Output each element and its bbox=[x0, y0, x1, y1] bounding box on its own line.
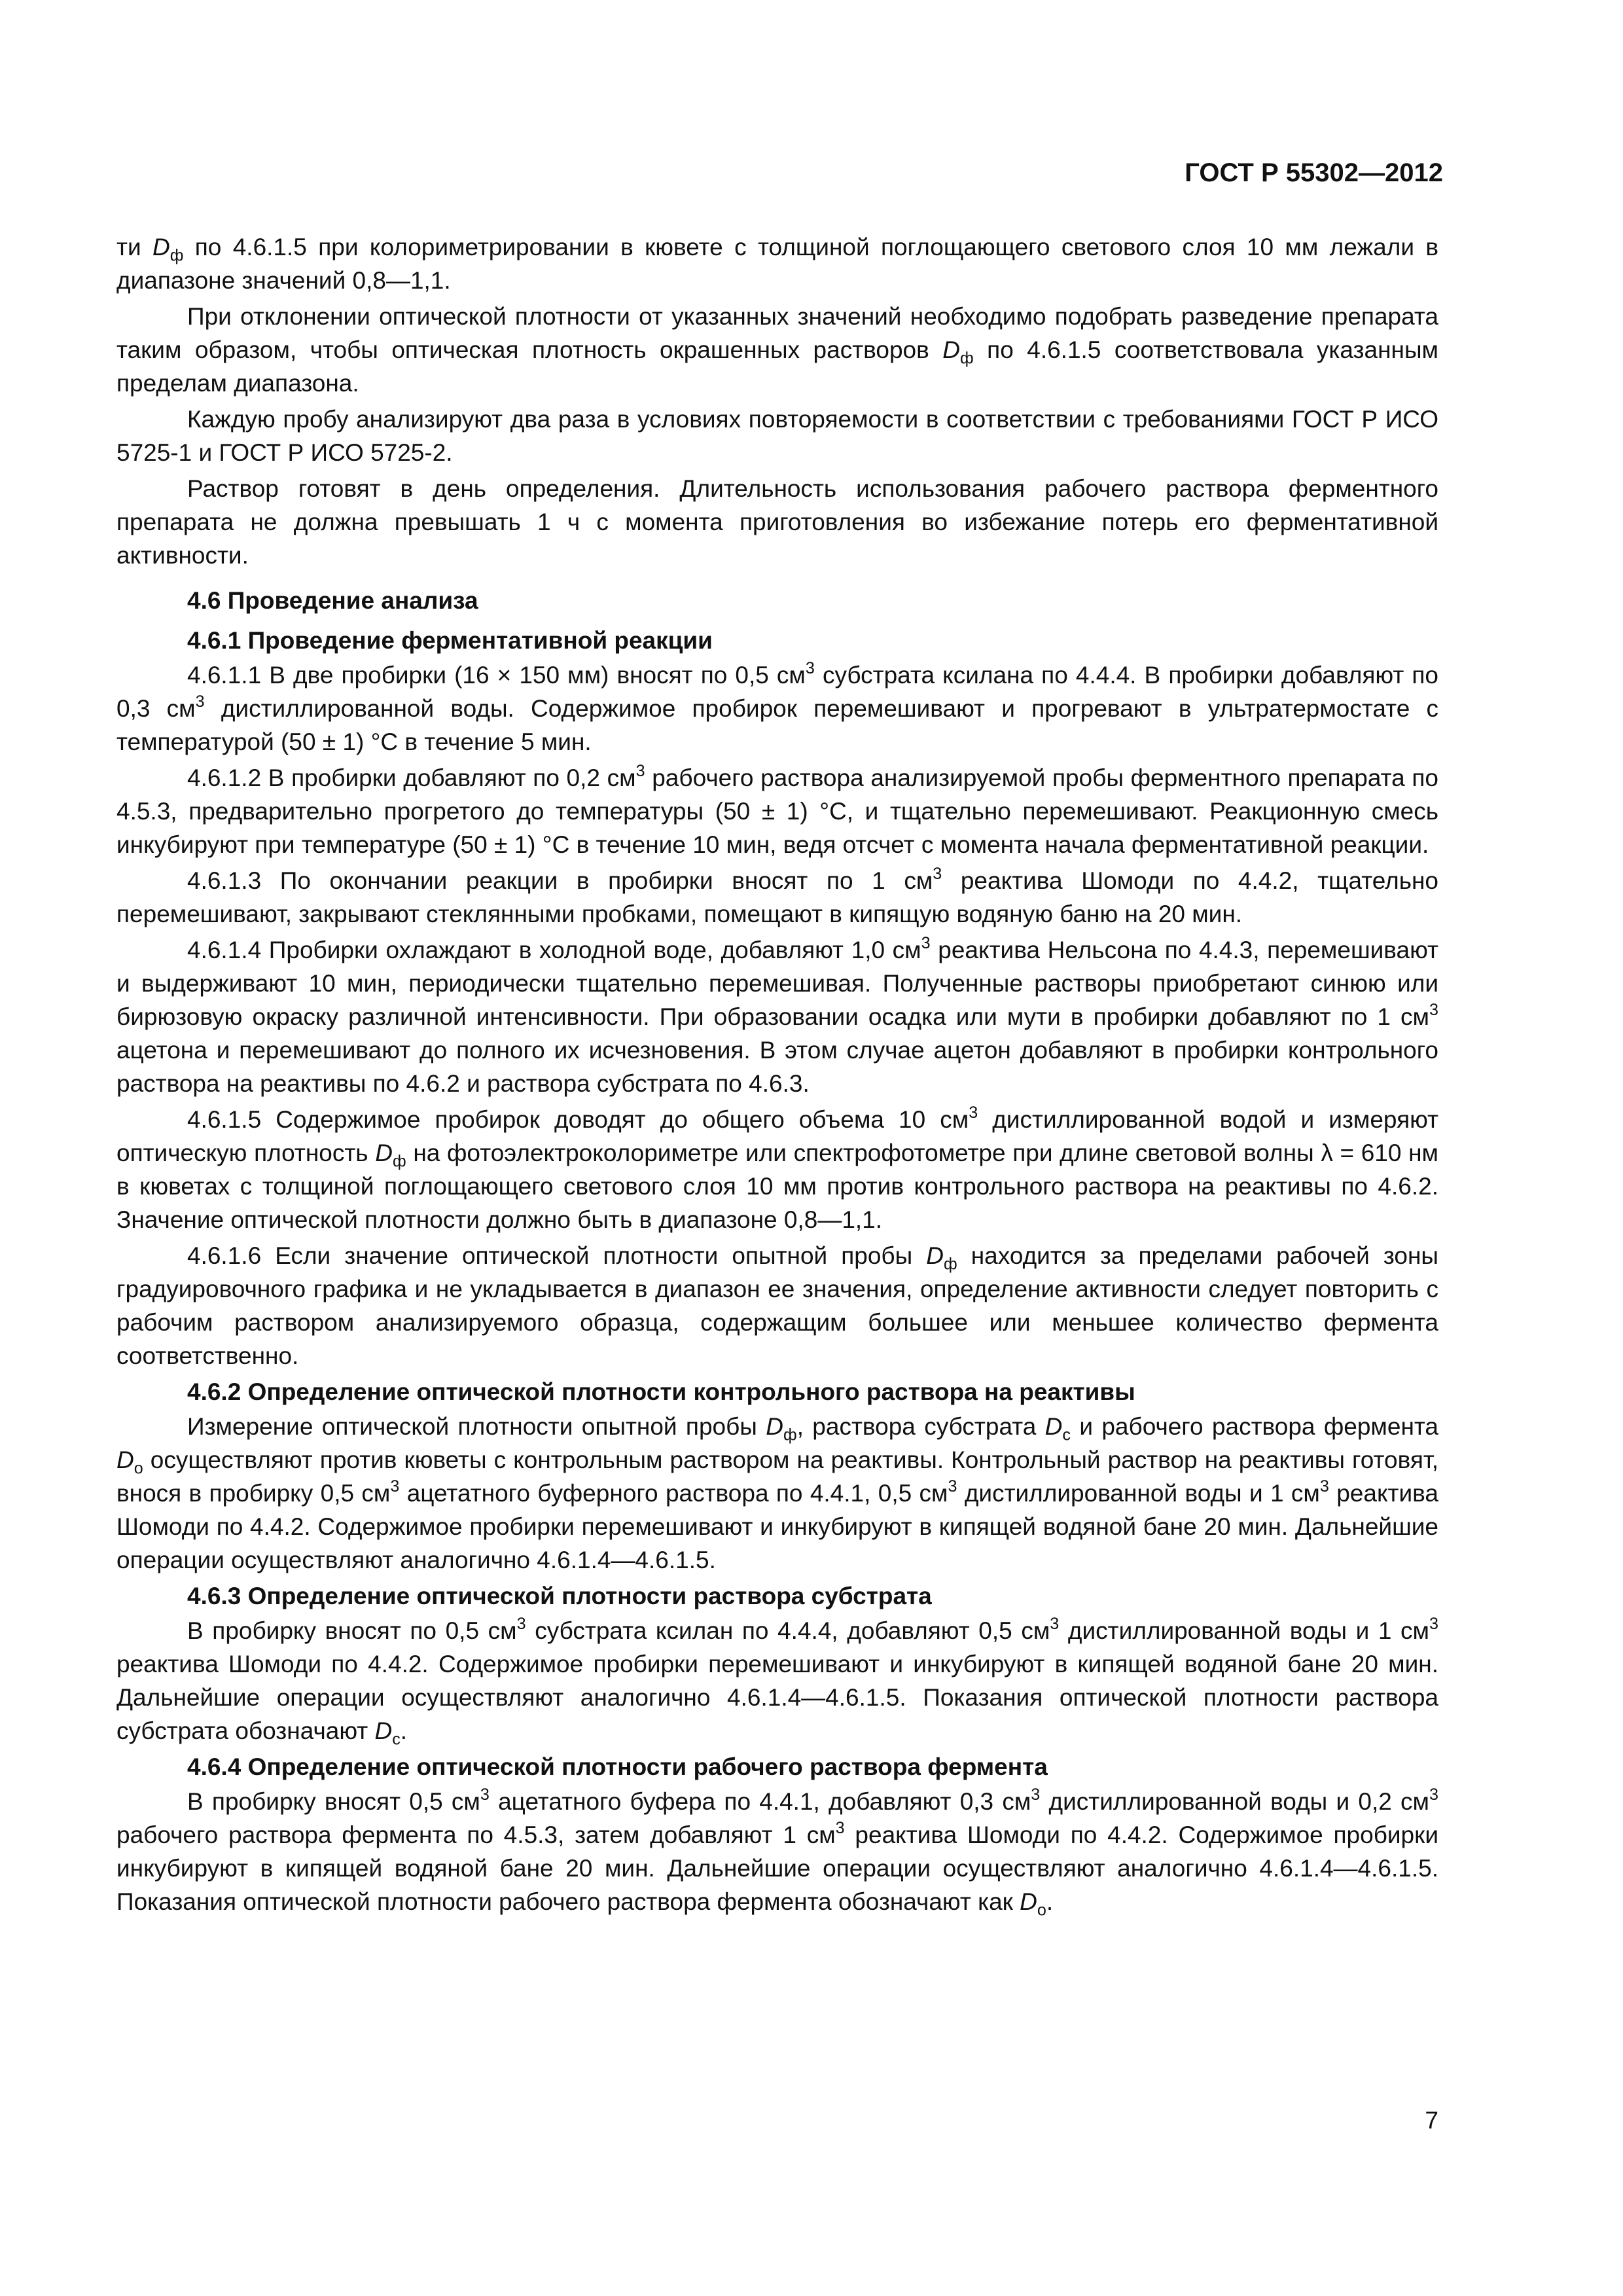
paragraph-4-6-2: Измерение оптической плотности опытной пробы $D_ф$, раствора субстрата $D_c$ и рабочего раствора фермента $D_о$ осуществляют против кюветы с контрольным раствором на реактивы. Контрольный раствор на реактивы готовят, внося в пробирку 0,5 $см^3$ ацетатного буферного раствора по 4.4.1, 0,5 $см^3$ дистиллированной воды и 1 $см^3$ реактива Шомоди по 4.4.2. Содержимое пробирки перемешивают и инкубируют в кипящей водяной бане 20 мин. Дальнейшие операции осуществляют аналогично 4.6.1.4—4.6.1.5. bbox=[116, 1413, 1438, 1573]
paragraph-4-6-1-5: 4.6.1.5 Содержимое пробирок доводят до общего объема 10 $см^3$ дистиллированной водой и измеряют оптическую плотность $D_ф$ на фотоэлектроколориметре или спектрофотометре при длине световой волны λ = 610 нм в кюветах с толщиной поглощающего светового слоя 10 мм против контрольного раствора на реактивы по 4.6.2. Значение оптической плотности должно быть в диапазоне 0,8—1,1. bbox=[116, 1103, 1438, 1233]
paragraph-4-6-1-6: 4.6.1.6 Если значение оптической плотности опытной пробы $D_ф$ находится за пределами рабочей зоны градуировочного графика и не укладывается в диапазон ее значения, определение активности следует повторить с рабочим раствором анализируемого образца, содержащим большее или меньшее количество фермента соответственно. bbox=[116, 1242, 1438, 1369]
paragraph-4-6-1-4: 4.6.1.4 Пробирки охлаждают в холодной воде, добавляют 1,0 $см^3$ реактива Нельсона по 4.4.3, перемешивают и выдерживают 10 мин, периодически тщательно перемешивая. Полученные растворы приобретают синюю или бирюзовую окраску различной интенсивности. При образовании осадка или мути в пробирки добавляют по 1 $см^3$ ацетона и перемешивают до полного их исчезновения. В этом случае ацетон добавляют в пробирки контрольного раствора на реактивы по 4.6.2 и раствора субстрата по 4.6.3. bbox=[116, 934, 1438, 1097]
paragraph-continuation: ти $D_ф$ по 4.6.1.5 при колориметрировании в кювете с толщиной поглощающего светового слоя 10 мм лежали в диапазоне значений 0,8—1,1. bbox=[116, 234, 1438, 294]
paragraph-solution-prep: Раствор готовят в день определения. Длительность использования рабочего раствора ферментного препарата не должна превышать 1 ч с момента приготовления во избежание потерь его ферментативной активности. bbox=[116, 475, 1438, 569]
paragraph-repeatability: Каждую пробу анализируют два раза в условиях повторяемости в соответствии с требованиями ГОСТ Р ИСО 5725-1 и ГОСТ Р ИСО 5725-2. bbox=[116, 406, 1438, 466]
section-heading-4-6-1: 4.6.1 Проведение ферментативной реакции bbox=[187, 627, 713, 654]
paragraph-4-6-1-1: 4.6.1.1 В две пробирки (16 × 150 мм) вносят по 0,5 $см^3$ субстрата ксилана по 4.4.4. В пробирки добавляют по 0,3 $см^3$ дистиллированной воды. Содержимое пробирок перемешивают и прогревают в ультратермостате с температурой (50 ± 1) °С в течение 5 мин. bbox=[116, 659, 1439, 755]
paragraph-4-6-1-3: 4.6.1.3 По окончании реакции в пробирки вносят по 1 $см^3$ реактива Шомоди по 4.4.2, тщательно перемешивают, закрывают стеклянными пробками, помещают в кипящую водяную баню на 20 мин. bbox=[116, 865, 1438, 927]
page-number: 7 bbox=[1425, 2107, 1438, 2134]
paragraph-4-6-4: В пробирку вносят 0,5 $см^3$ ацетатного буфера по 4.4.1, добавляют 0,3 $см^3$ дистиллированной воды и 0,2 $см^3$ рабочего раствора фермента по 4.5.3, затем добавляют 1 $см^3$ реактива Шомоди по 4.4.2. Содержимое пробирки инкубируют в кипящей водяной бане 20 мин. Дальнейшие операции осуществляют аналогично 4.6.1.4—4.6.1.5. Показания оптической плотности рабочего раствора фермента обозначают как $D_о$. bbox=[116, 1785, 1438, 1920]
section-heading-4-6-2: 4.6.2 Определение оптической плотности контрольного раствора на реактивы bbox=[187, 1378, 1135, 1405]
paragraph-4-6-3: В пробирку вносят по 0,5 $см^3$ субстрата ксилан по 4.4.4, добавляют 0,5 $см^3$ дистиллированной воды и 1 $см^3$ реактива Шомоди по 4.4.2. Содержимое пробирки перемешивают и инкубируют в кипящей водяной бане 20 мин. Дальнейшие операции осуществляют аналогично 4.6.1.4—4.6.1.5. Показания оптической плотности раствора субстрата обозначают $D_c$. bbox=[116, 1615, 1438, 1749]
section-heading-4-6: 4.6 Проведение анализа bbox=[187, 587, 478, 614]
paragraph-4-6-1-2: 4.6.1.2 В пробирки добавляют по 0,2 $см^3$ рабочего раствора анализируемой пробы ферментного препарата по 4.5.3, предварительно прогретого до температуры (50 ± 1) °С, и тщательно перемешивают. Реакционную смесь инкубируют при температуре (50 ± 1) °С в течение 10 мин, ведя отсчет с момента начала ферментативной реакции. bbox=[116, 762, 1438, 858]
paragraph-deviation: При отклонении оптической плотности от указанных значений необходимо подобрать разведение препарата таким образом, чтобы оптическая плотность окрашенных растворов $D_ф$ по 4.6.1.5 соответствовала указанным пределам диапазона. bbox=[116, 303, 1438, 397]
document-body bbox=[116, 230, 1438, 1921]
section-heading-4-6-4: 4.6.4 Определение оптической плотности рабочего раствора фермента bbox=[187, 1753, 1048, 1780]
standard-header: ГОСТ Р 55302—2012 bbox=[1185, 158, 1443, 187]
section-heading-4-6-3: 4.6.3 Определение оптической плотности раствора субстрата bbox=[187, 1583, 932, 1609]
